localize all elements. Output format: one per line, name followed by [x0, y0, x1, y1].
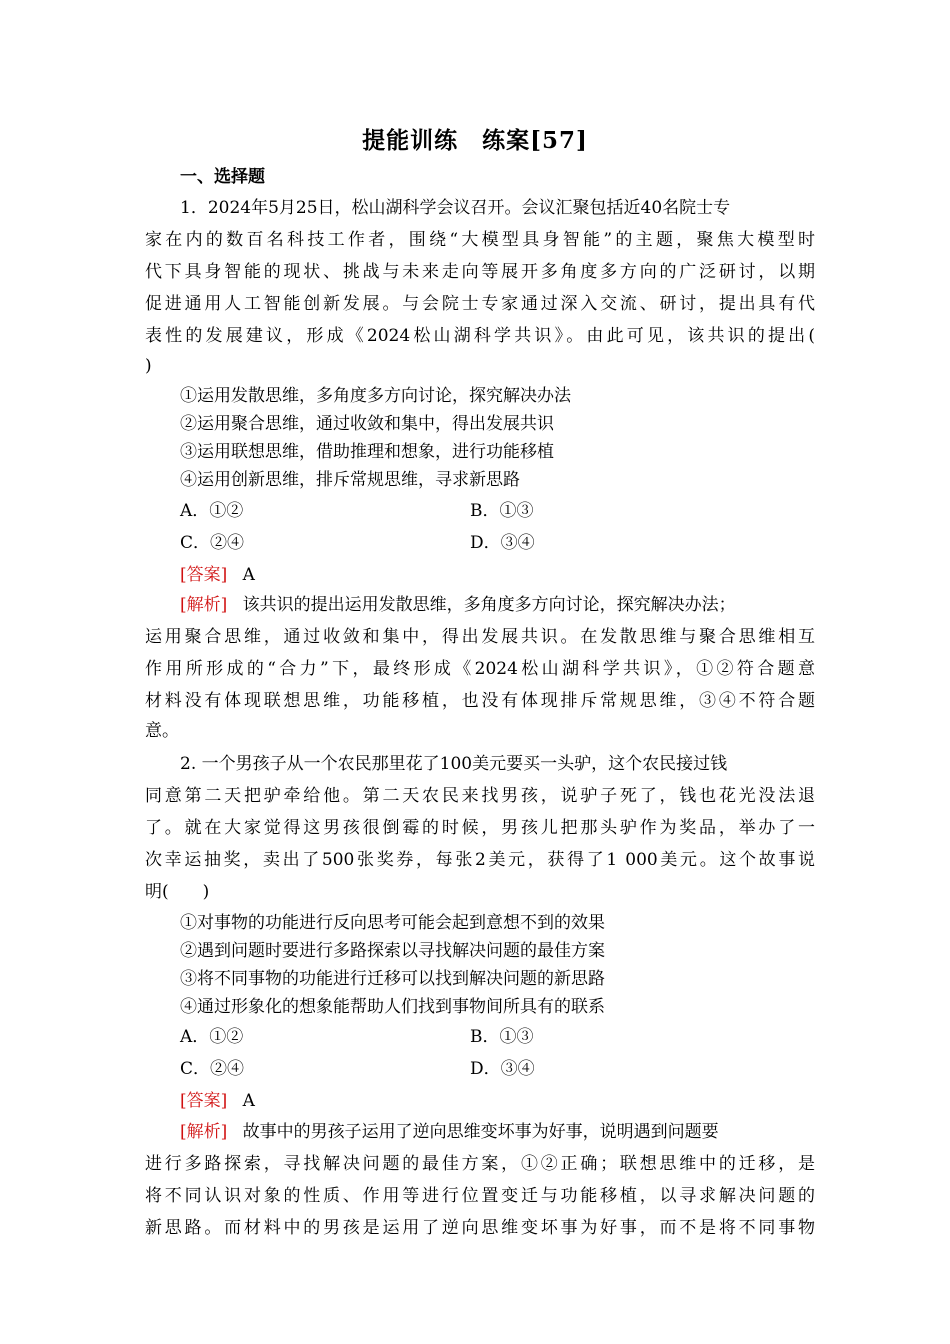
q1-line: 1．2024年5月25日，松山湖科学会议召开。会议汇聚包括近40名院士专: [180, 198, 731, 218]
choice-d: D．③④: [470, 533, 535, 553]
q1-line: 家在内的数百名科技工作者，围绕“大模型具身智能”的主题，聚焦大模型时: [145, 230, 815, 250]
q2-answer: [180, 1090, 850, 1112]
section-heading: 一、选择题: [180, 167, 265, 187]
q2-analysis-line: 新思路。而材料中的男孩是运用了逆向思维变坏事为好事，而不是将不同事物: [145, 1218, 815, 1238]
analysis-label: [解析]: [180, 595, 228, 615]
q1-analysis-line: 意。: [145, 721, 179, 741]
analysis-text: 故事中的男孩子运用了逆向思维变坏事为好事，说明遇到问题要: [242, 1122, 719, 1142]
q1-option: ②运用聚合思维，通过收敛和集中，得出发展共识: [180, 414, 554, 434]
q2-analysis-line: [180, 1121, 814, 1143]
q2-analysis-line: 将不同认识对象的性质、作用等进行位置变迁与功能移植，以寻求解决问题的: [145, 1186, 815, 1206]
q1-line: 代下具身智能的现状、挑战与未来走向等展开多角度多方向的广泛研讨，以期: [145, 262, 815, 282]
q2-choice-row: [180, 1026, 850, 1048]
choice-c: C．②④: [180, 1059, 245, 1079]
q1-line: 促进通用人工智能创新发展。与会院士专家通过深入交流、研讨，提出具有代: [145, 294, 815, 314]
choice-c: C．②④: [180, 533, 245, 553]
q2-analysis-line: 进行多路探索，寻找解决问题的最佳方案，①②正确；联想思维中的迁移，是: [145, 1154, 815, 1174]
answer-label: [答案]: [180, 1091, 228, 1111]
q2-line: 次幸运抽奖，卖出了500张奖券，每张2美元，获得了1 000美元。这个故事说: [145, 850, 815, 870]
q1-option: ①运用发散思维，多角度多方向讨论，探究解决办法: [180, 386, 571, 406]
q2-line: 了。就在大家觉得这男孩很倒霉的时候，男孩儿把那头驴作为奖品，举办了一: [145, 818, 815, 838]
q2-option: ②遇到问题时要进行多路探索以寻找解决问题的最佳方案: [180, 941, 605, 961]
q1-analysis-line: 材料没有体现联想思维，功能移植，也没有体现排斥常规思维，③④不符合题: [145, 691, 815, 711]
q2-option: ①对事物的功能进行反向思考可能会起到意想不到的效果: [180, 913, 605, 933]
choice-a: A．①②: [180, 1027, 244, 1047]
choice-d: D．③④: [470, 1059, 535, 1079]
q1-choice-row: [180, 500, 850, 522]
page-title: 提能训练 练案[57]: [362, 127, 588, 154]
q1-choice-row: [180, 532, 850, 554]
answer-value: A: [242, 1091, 255, 1111]
choice-b: B．①③: [470, 1027, 534, 1047]
q2-option: ④通过形象化的想象能帮助人们找到事物间所具有的联系: [180, 997, 605, 1017]
analysis-label: [解析]: [180, 1122, 228, 1142]
q1-analysis-line: [180, 594, 814, 616]
q2-choice-row: [180, 1058, 850, 1080]
analysis-text: 该共识的提出运用发散思维，多角度多方向讨论，探究解决办法；: [242, 595, 736, 615]
q1-line: ): [145, 356, 152, 376]
q2-option: ③将不同事物的功能进行迁移可以找到解决问题的新思路: [180, 969, 605, 989]
q1-line: 表性的发展建议，形成《2024松山湖科学共识》。由此可见，该共识的提出(: [145, 326, 815, 346]
q2-line: 明( ): [145, 882, 210, 902]
answer-value: A: [242, 565, 255, 585]
q1-answer: [180, 564, 850, 586]
q1-analysis-line: 运用聚合思维，通过收敛和集中，得出发展共识。在发散思维与聚合思维相互: [145, 627, 815, 647]
answer-label: [答案]: [180, 565, 228, 585]
q1-analysis-line: 作用所形成的“合力”下，最终形成《2024松山湖科学共识》，①②符合题意: [145, 659, 815, 679]
q1-option: ③运用联想思维，借助推理和想象，进行功能移植: [180, 442, 554, 462]
choice-b: B．①③: [470, 501, 534, 521]
q2-line: 同意第二天把驴牵给他。第二天农民来找男孩，说驴子死了，钱也花光没法退: [145, 786, 815, 806]
q2-line: 2. 一个男孩子从一个农民那里花了100美元要买一头驴，这个农民接过钱: [180, 754, 728, 774]
q1-option: ④运用创新思维，排斥常规思维，寻求新思路: [180, 470, 520, 490]
choice-a: A．①②: [180, 501, 244, 521]
